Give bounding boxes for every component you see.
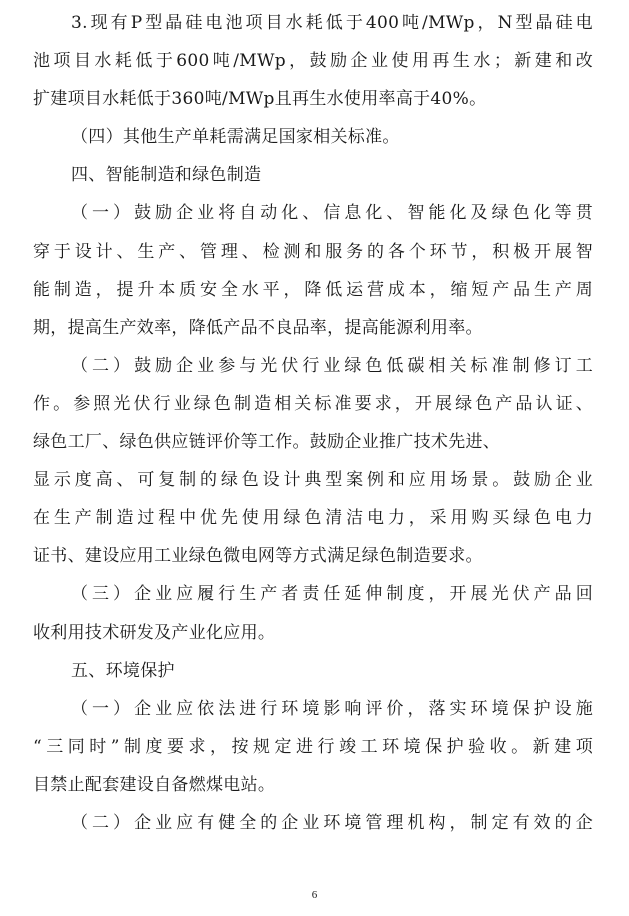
paragraph-line: 显示度高、可复制的绿色设计典型案例和应用场景。鼓励企业 <box>33 470 593 491</box>
section-heading: 五、环境保护 <box>71 660 175 681</box>
paragraph-line: “三同时”制度要求，按规定进行竣工环境保护验收。新建项 <box>33 736 593 757</box>
paragraph-line: 作。参照光伏行业绿色制造相关标准要求，开展绿色产品认证、 <box>33 393 593 414</box>
paragraph-line: （二）鼓励企业参与光伏行业绿色低碳相关标准制修订工 <box>71 355 593 376</box>
paragraph-line: 收利用技术研发及产业化应用。 <box>33 622 276 643</box>
page-number: 6 <box>311 889 318 901</box>
paragraph-line: （一）企业应依法进行环境影响评价，落实环境保护设施 <box>71 698 593 719</box>
paragraph-line: 穿于设计、生产、管理、检测和服务的各个环节，积极开展智 <box>33 241 593 262</box>
paragraph-line: 3.现有P型晶硅电池项目水耗低于400吨/MWp，N型晶硅电 <box>71 13 593 33</box>
paragraph-line: 能制造，提升本质安全水平，降低运营成本，缩短产品生产周 <box>33 279 593 300</box>
paragraph-line: （三）企业应履行生产者责任延伸制度，开展光伏产品回 <box>71 584 593 605</box>
paragraph-line: 证书、建设应用工业绿色微电网等方式满足绿色制造要求。 <box>33 546 483 567</box>
paragraph-line: 在生产制造过程中优先使用绿色清洁电力，采用购买绿色电力 <box>33 508 593 529</box>
paragraph-line: （二）企业应有健全的企业环境管理机构，制定有效的企 <box>71 812 593 833</box>
paragraph-line: 池项目水耗低于600吨/MWp，鼓励企业使用再生水；新建和改 <box>33 51 593 72</box>
section-heading: 四、智能制造和绿色制造 <box>71 165 262 186</box>
paragraph-line: 期，提高生产效率，降低产品不良品率，提高能源利用率。 <box>33 317 483 338</box>
paragraph-line: 目禁止配套建设自备燃煤电站。 <box>33 774 276 795</box>
paragraph-line: 扩建项目水耗低于360吨/MWp且再生水使用率高于40%。 <box>33 89 487 110</box>
paragraph-line: （四）其他生产单耗需满足国家相关标准。 <box>71 127 400 148</box>
paragraph-line: （一）鼓励企业将自动化、信息化、智能化及绿色化等贯 <box>71 203 593 224</box>
paragraph-line: 绿色工厂、绿色供应链评价等工作。鼓励企业推广技术先进、 <box>33 432 501 453</box>
document-body <box>33 4 593 842</box>
